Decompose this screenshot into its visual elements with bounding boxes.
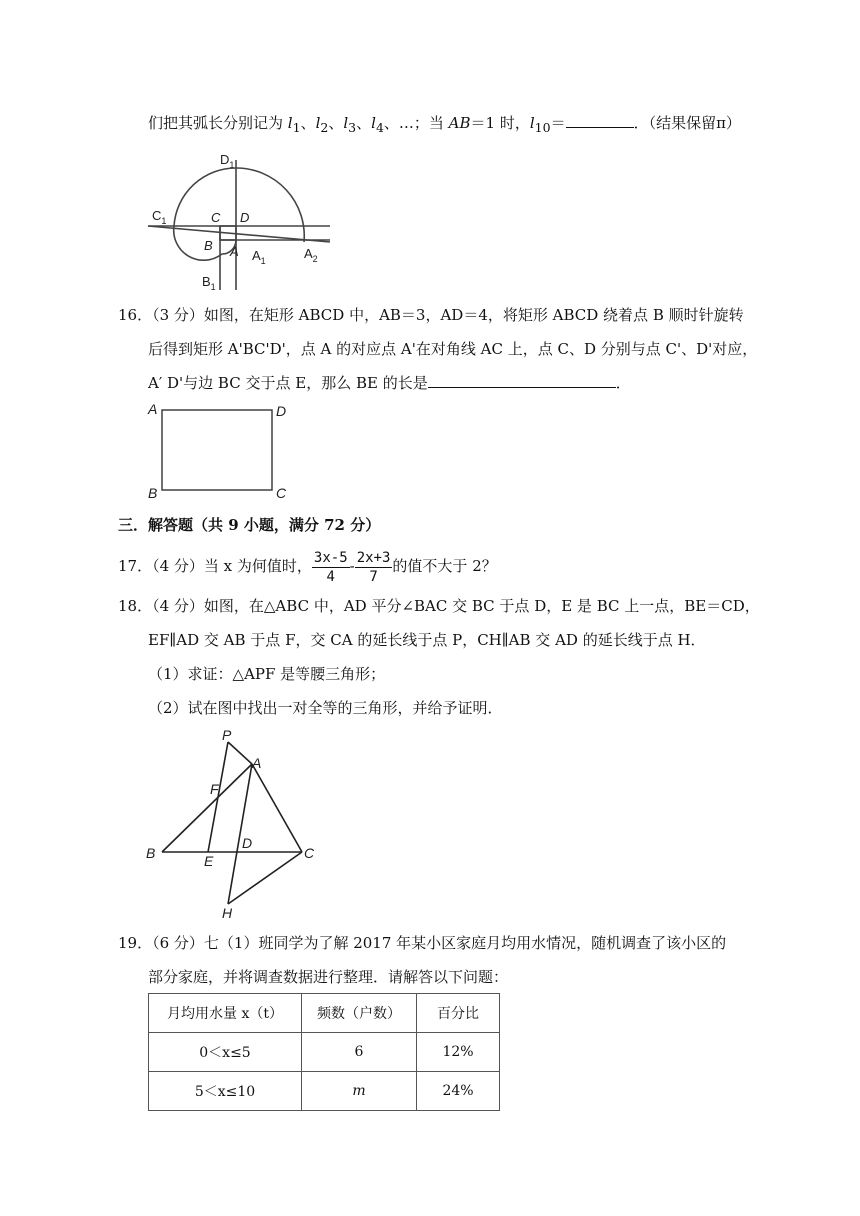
q17-line — [118, 546, 497, 586]
segment-pe — [208, 742, 228, 852]
label-a: A — [148, 401, 158, 417]
q17-f2-num: 2x+3 — [356, 549, 391, 566]
q16-line1: 16．（3 分）如图，在矩形 ABCD 中，AB＝3，AD＝4，将矩形 ABCD 绕着点 B 顺时针旋转 — [118, 306, 744, 324]
q19-data-table — [148, 993, 500, 1111]
q16-line3-b: ． — [615, 374, 631, 392]
q18-triangle-figure — [140, 722, 340, 922]
q16-line3 — [148, 373, 631, 393]
segment-ch — [228, 852, 302, 904]
q15-sep2: 、 — [328, 114, 344, 132]
q18-sub2: （2）试在图中找出一对全等的三角形，并给予证明． — [148, 699, 503, 717]
label-b: B — [204, 238, 213, 253]
segment-pa — [228, 742, 252, 764]
segment-ac — [252, 764, 302, 852]
q15-text-a: 们把其弧长分别记为 — [148, 114, 288, 132]
label-c: C — [276, 485, 287, 501]
label-a2: $A_2$ — [304, 246, 318, 264]
q15-l10-sub: 10 — [534, 120, 551, 135]
q17-f1-num: 3x-5 — [313, 549, 348, 566]
label-d: D — [242, 835, 253, 851]
q17-fraction-1 — [312, 549, 350, 586]
label-a: A — [252, 755, 262, 771]
q15-ab: AB — [448, 114, 471, 132]
table-cell: 6 — [302, 1033, 417, 1072]
label-d: D — [276, 403, 287, 419]
q15-spiral-figure — [140, 140, 340, 300]
q15-text-e: ．（结果保留π） — [633, 114, 741, 132]
q17-fraction-2 — [355, 549, 393, 586]
q15-l4-sub: 4 — [375, 120, 384, 135]
label-a1: $A_1$ — [252, 248, 266, 266]
q17-minus: - — [349, 557, 355, 575]
q15-l2-sub: 2 — [320, 120, 329, 135]
table-header-cell: 频数（户数） — [302, 994, 417, 1033]
spiral-arc — [174, 168, 305, 260]
label-c1: $C_1$ — [152, 208, 167, 226]
table-header-cell: 百分比 — [417, 994, 500, 1033]
section-3-heading: 三．解答题（共 9 小题，满分 72 分） — [118, 516, 381, 534]
label-d1: $D_1$ — [220, 152, 235, 170]
label-b: B — [146, 845, 156, 861]
label-b: B — [148, 485, 158, 501]
q15-text-c: ＝1 时， — [470, 114, 530, 132]
label-e: E — [204, 853, 214, 869]
table-header-cell: 月均用水量 x（t） — [149, 994, 302, 1033]
table-cell: 24% — [417, 1072, 500, 1111]
q15-l3: l — [343, 114, 349, 132]
table-row — [149, 1033, 500, 1072]
q18-sub1: （1）求证：△APF 是等腰三角形； — [148, 665, 386, 683]
q17-post: 的值不大于 2？ — [392, 557, 497, 575]
table-cell: m — [302, 1072, 417, 1111]
table-row — [149, 1072, 500, 1111]
q15-l10: l — [529, 114, 535, 132]
q16-line2: 后得到矩形 A'BC'D'，点 A 的对应点 A'在对角线 AC 上，点 C、D 分别与点 C'、D'对应， — [148, 340, 758, 358]
q15-answer-blank[interactable] — [566, 113, 634, 128]
q16-answer-blank[interactable] — [428, 373, 616, 388]
label-p: P — [222, 727, 232, 743]
label-h: H — [222, 905, 233, 921]
q15-l2: l — [315, 114, 321, 132]
q17-f1-den: 4 — [326, 568, 335, 585]
q15-sep1: 、 — [300, 114, 316, 132]
q16-line3-a: A′ D'与边 BC 交于点 E，那么 BE 的长是 — [148, 374, 428, 392]
table-cell: 5＜x≤10 — [149, 1072, 302, 1111]
table-cell: 12% — [417, 1033, 500, 1072]
q19-line2: 部分家庭，并将调查数据进行整理．请解答以下问题： — [148, 968, 509, 986]
q15-text-line — [148, 113, 741, 138]
q15-l1: l — [287, 114, 293, 132]
label-c: C — [304, 845, 315, 861]
label-d: D — [240, 210, 250, 225]
table-header-row — [149, 994, 500, 1033]
table-cell: 0＜x≤5 — [149, 1033, 302, 1072]
q16-rectangle-figure — [144, 398, 294, 502]
q15-text-b: 、…；当 — [383, 114, 449, 132]
rectangle-abcd — [162, 410, 272, 490]
q15-l3-sub: 3 — [348, 120, 357, 135]
label-c: C — [211, 210, 221, 225]
q18-line1: 18．（4 分）如图，在△ABC 中，AD 平分∠BAC 交 BC 于点 D，E 是 BC 上一点，BE＝CD， — [118, 597, 760, 615]
q15-l1-sub: 1 — [292, 120, 301, 135]
q15-sep3: 、 — [356, 114, 372, 132]
q19-line1: 19．（6 分）七（1）班同学为了解 2017 年某小区家庭月均用水情况，随机调查了该小区的 — [118, 934, 727, 952]
q18-line2: EF∥AD 交 AB 于点 F，交 CA 的延长线于点 P，CH∥AB 交 AD 的延长线于点 H． — [148, 631, 706, 649]
label-f: F — [210, 781, 219, 797]
label-a: A — [230, 244, 239, 259]
q15-l4: l — [371, 114, 376, 132]
q15-text-d: ＝ — [550, 114, 566, 132]
q17-pre: 17．（4 分）当 x 为何值时， — [118, 557, 312, 575]
label-b1: $B_1$ — [202, 274, 216, 292]
q17-f2-den: 7 — [369, 568, 378, 585]
